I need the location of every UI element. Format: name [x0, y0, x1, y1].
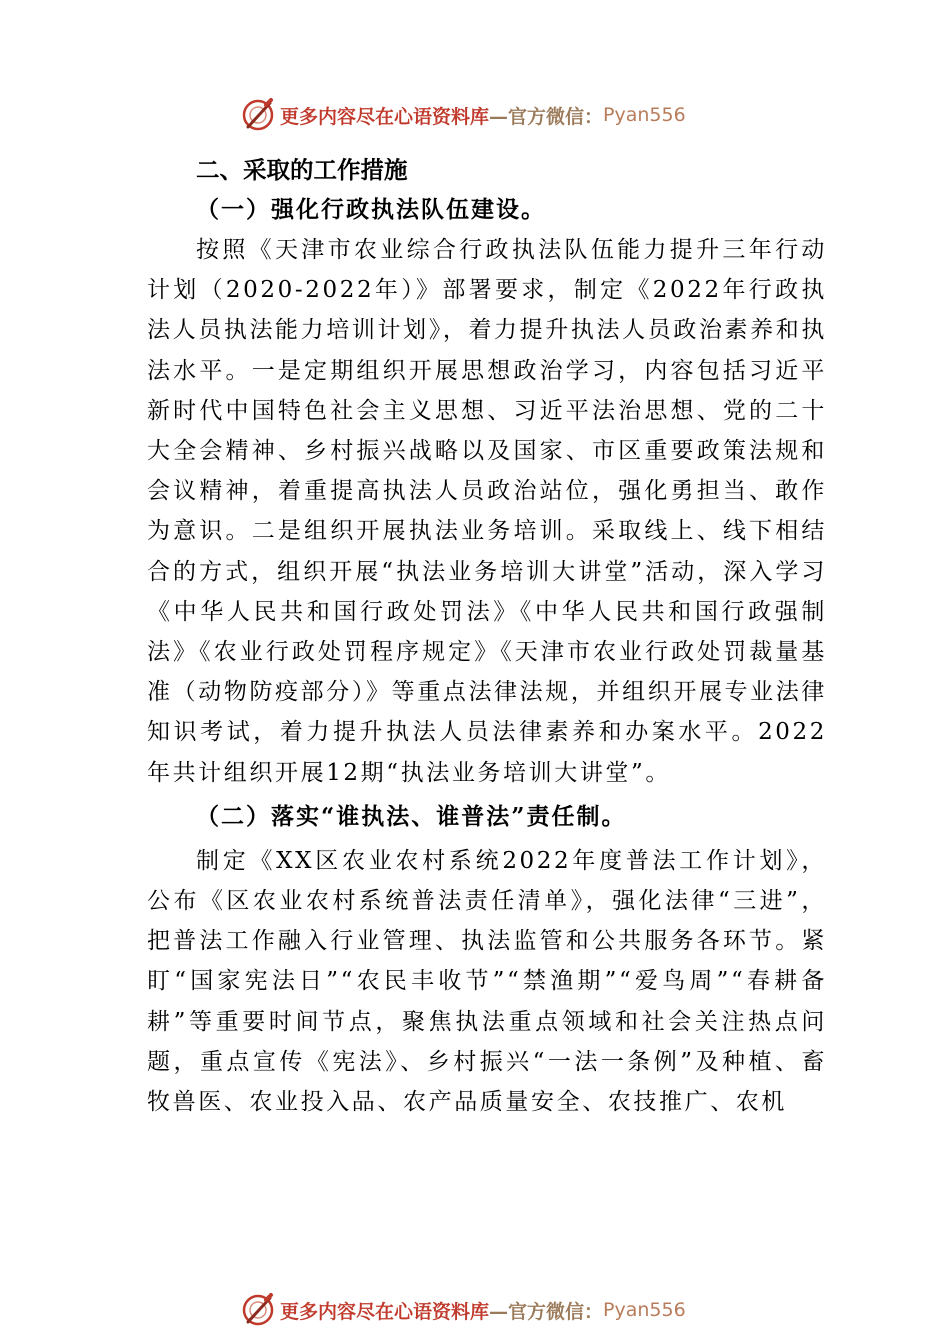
banner-wechat-handle: Pyan556	[603, 1299, 686, 1321]
brush-logo-icon	[240, 97, 276, 133]
paragraph-2: 制定《XX区农业农村系统2022年度普法工作计划》，公布《区农业农村系统普法责任清单》，强化法律“三进”，把普法工作融入行业管理、执法监管和公共服务各环节。紧盯“国家宪法日”“农民丰收节”“禁渔期”“爱鸟周”“春耕备耕”等重要时间节点，聚焦执法重点领域和社会关注热点问题，重点宣传《宪法》、乡村振兴“一法一条例”及种植、畜牧兽医、农业投入品、农产品质量安全、农技推广、农机	[147, 847, 827, 1116]
subsection-title-1: （一）强化行政执法队伍建设。	[196, 196, 546, 223]
subsection-title-2: （二）落实“谁执法、谁普法”责任制。	[196, 802, 627, 830]
banner-dash-text: —官方微信：	[489, 1300, 604, 1323]
banner-dash-text: —官方微信：	[489, 105, 604, 128]
footer-banner	[240, 1290, 740, 1330]
banner-wechat-handle: Pyan556	[603, 104, 686, 126]
brush-logo-icon	[240, 1292, 276, 1328]
header-banner	[240, 95, 740, 135]
banner-promo-text: 更多内容尽在心语资料库	[280, 1300, 490, 1323]
document-body	[147, 150, 827, 1122]
section-title: 二、采取的工作措施	[196, 156, 408, 184]
paragraph-1: 按照《天津市农业综合行政执法队伍能力提升三年行动计划（2020-2022年）》部署要求，制定《2022年行政执法人员执法能力培训计划》，着力提升执法人员政治素养和执法水平。一是定期组织开展思想政治学习，内容包括习近平新时代中国特色社会主义思想、习近平法治思想、党的二十大全会精神、乡村振兴战略以及国家、市区重要政策法规和会议精神，着重提高执法人员政治站位，强化勇担当、敢作为意识。二是组织开展执法业务培训。采取线上、线下相结合的方式，组织开展“执法业务培训大讲堂”活动，深入学习《中华人民共和国行政处罚法》《中华人民共和国行政强制法》《农业行政处罚程序规定》《天津市农业行政处罚裁量基准（动物防疫部分）》等重点法律法规，并组织开展专业法律知识考试，着力提升执法人员法律素养和办案水平。2022年共计组织开展12期“执法业务培训大讲堂”。	[147, 237, 827, 786]
banner-promo-text: 更多内容尽在心语资料库	[280, 105, 490, 128]
